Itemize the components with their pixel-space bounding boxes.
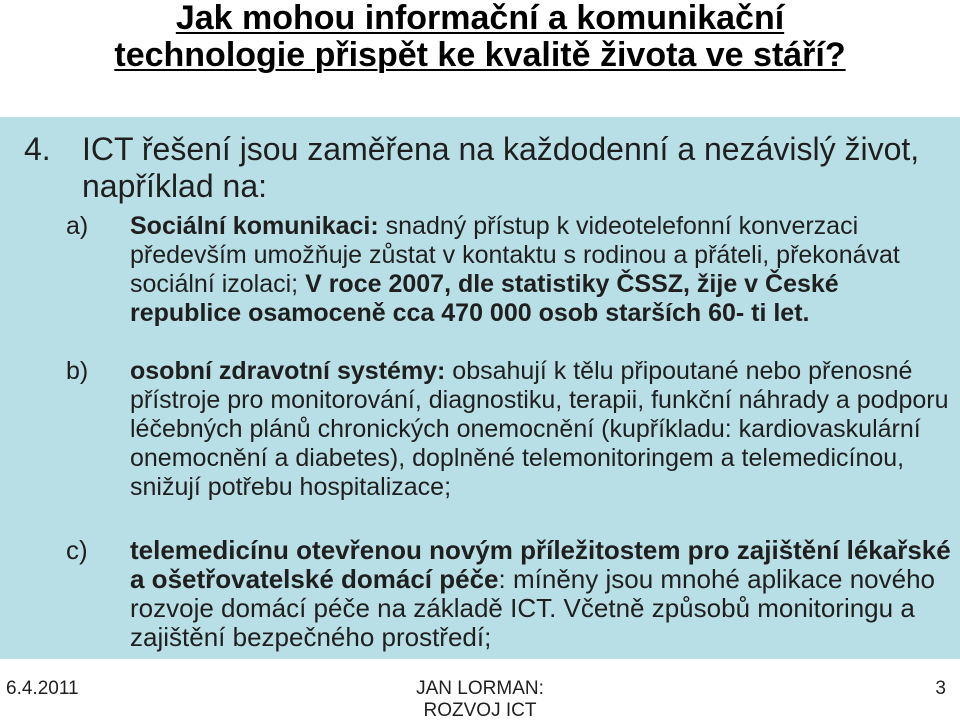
list-item-bold-intro: Sociální komunikaci: bbox=[130, 212, 379, 240]
slide-footer bbox=[0, 670, 960, 722]
footer-author-line-2: ROZVOJ ICT bbox=[423, 700, 537, 721]
list-item-label: b) bbox=[66, 357, 89, 385]
list-item-bold-intro: telemedicínu otevřenou novým příležitostem pro zajištění lékařské a ošetřovatelské domácí péče bbox=[130, 535, 951, 594]
footer-author-line-1: JAN LORMAN: bbox=[416, 678, 544, 699]
footer-author bbox=[380, 678, 580, 722]
point-number: 4. bbox=[24, 131, 51, 167]
list-item-bold-intro: osobní zdravotní systémy: bbox=[130, 357, 446, 385]
list-item-body bbox=[130, 357, 952, 502]
list-item-body bbox=[130, 536, 952, 652]
point-text: ICT řešení jsou zaměřena na každodenní a nezávislý život, například na: bbox=[82, 131, 920, 204]
list-item-text: obsahují k tělu připoutané nebo přenosné přístroje pro monitorování, diagnostiku, terapii, funkční náhrady a podporu léčebných plánů chronických onemocnění (kupříkladu: kardiovaskulární onemocnění a diabetes), doplněné telemonitoringem a telemedicínou, snižují potřebu hospitalizace; bbox=[130, 357, 949, 501]
list-item-text: : míněny jsou mnohé aplikace nového rozvoje domácí péče na základě ICT. Včetně způsobů monitoringu a zajištění bezpečného prostředí; bbox=[130, 564, 936, 652]
list-item-body bbox=[130, 212, 952, 328]
slide-title-line-1: Jak mohou informační a komunikační bbox=[175, 0, 785, 37]
list-item-text: snadný přístup k videotelefonní konverzaci především umožňuje zůstat v kontaktu s rodinou a přáteli, překonávat sociální izolaci; bbox=[130, 212, 900, 298]
slide-title-line-2: technologie přispět ke kvalitě života ve stáří? bbox=[114, 36, 846, 74]
list-item-label: a) bbox=[66, 212, 89, 240]
list-item-label: c) bbox=[66, 535, 88, 565]
list-item-bold-outro: V roce 2007, dle statistiky ČSSZ, žije v České republice osamoceně cca 470 000 osob starších 60- ti let. bbox=[130, 270, 839, 327]
footer-date: 6.4.2011 bbox=[6, 678, 79, 699]
slide-title bbox=[0, 0, 960, 74]
footer-page-number: 3 bbox=[935, 678, 946, 699]
content-area bbox=[0, 117, 960, 659]
